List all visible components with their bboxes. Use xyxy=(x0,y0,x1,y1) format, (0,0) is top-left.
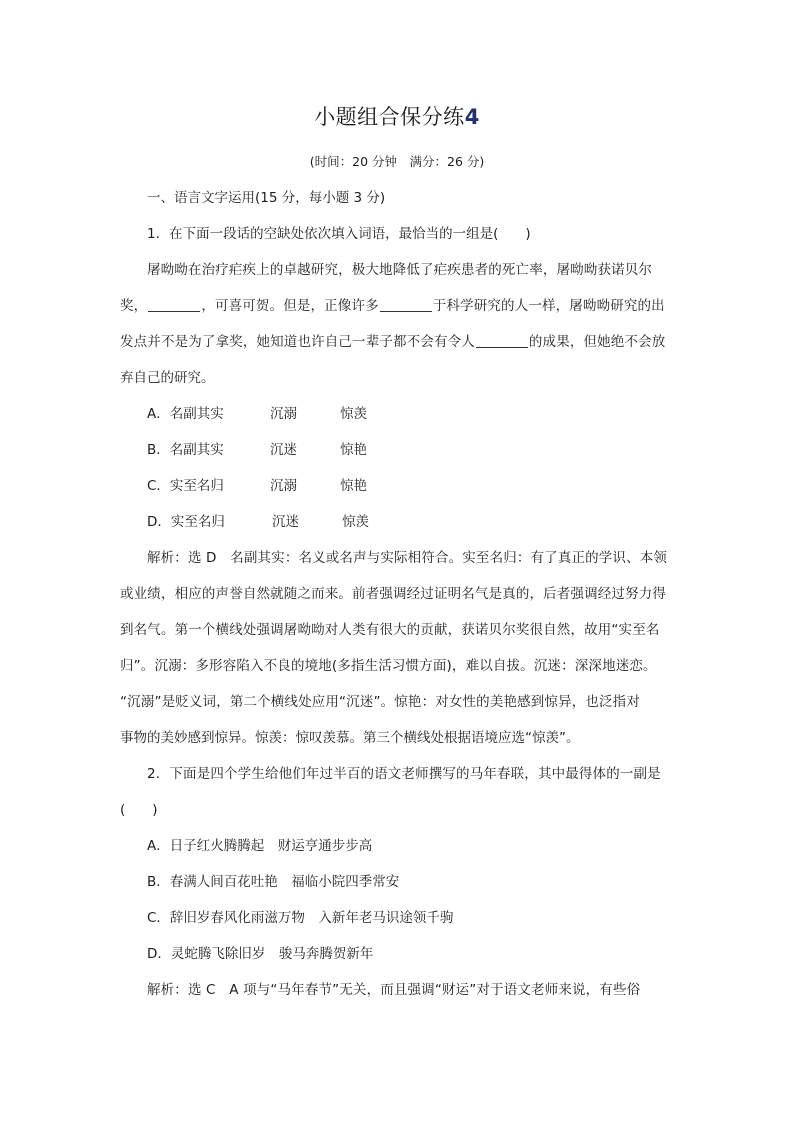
q1-option-c-label: C．实至名归 xyxy=(147,478,224,494)
q2-option-a: A．日子红火腾腾起 财运亨通步步高 xyxy=(147,838,373,854)
q1-analysis-line: 到名气。第一个横线处强调屠呦呦对人类有很大的贡献，获诺贝尔奖很自然，故用“实至名 xyxy=(120,622,660,638)
q1-option-b-word2: 沉迷 xyxy=(270,442,297,458)
q1-text: ，可喜可贺。但是，正像许多 xyxy=(201,298,379,314)
q1-analysis-line: 归”。沉溺：多形容陷入不良的境地(多指生活习惯方面)，难以自拔。沉迷：深深地迷恋。 xyxy=(120,658,657,674)
q2-option-b: B．春满人间百花吐艳 福临小院四季常安 xyxy=(147,874,400,890)
q2-option-c: C．辞旧岁春风化雨滋万物 入新年老马识途领千驹 xyxy=(147,910,454,926)
fill-blank-1 xyxy=(148,297,200,312)
q1-option-a-label: A．名副其实 xyxy=(147,406,224,422)
q1-analysis-line: “沉溺”是贬义词，第二个横线处应用“沉迷”。惊艳：对女性的美艳感到惊异，也泛指对 xyxy=(120,694,640,710)
q1-option-d-word2: 沉迷 xyxy=(272,514,299,530)
q1-analysis-line: 解析：选 D 名副其实：名义或名声与实际相符合。实至名归：有了真正的学识、本领 xyxy=(147,550,668,566)
q2-stem: 2．下面是四个学生给他们年过半百的语文老师撰写的马年春联，其中最得体的一副是 xyxy=(147,766,661,782)
q1-text: 奖， xyxy=(120,298,148,314)
title-number: 4 xyxy=(464,105,480,129)
q1-text: 于科学研究的人一样，屠呦呦研究的出 xyxy=(432,298,665,314)
q1-analysis-line: 或业绩，相应的声誉自然就随之而来。前者强调经过证明名气是真的，后者强调经过努力得 xyxy=(120,586,666,602)
q1-passage-line xyxy=(120,296,680,316)
q1-option-b-label: B．名副其实 xyxy=(147,442,224,458)
q1-passage-line xyxy=(120,332,680,352)
title-text: 小题组合保分练 xyxy=(314,105,465,129)
q1-option-d-word3: 惊羡 xyxy=(342,514,369,530)
fill-blank-3 xyxy=(476,333,528,348)
q1-option-a-word2: 沉溺 xyxy=(270,406,297,422)
q2-option-d: D．灵蛇腾飞除旧岁 骏马奔腾贺新年 xyxy=(147,946,374,962)
q1-text: 发点并不是为了拿奖，她知道也许自己一辈子都不会有令人 xyxy=(120,334,475,350)
q1-option-a-word3: 惊羡 xyxy=(340,406,367,422)
q1-stem: 1．在下面一段话的空缺处依次填入词语，最恰当的一组是( ) xyxy=(147,226,531,242)
fill-blank-2 xyxy=(380,297,432,312)
q1-option-c-word3: 惊艳 xyxy=(340,478,367,494)
page-title xyxy=(0,101,794,131)
exam-meta: (时间：20 分钟 满分：26 分) xyxy=(309,154,485,169)
q1-option-d-label: D．实至名归 xyxy=(147,514,225,530)
q2-stem-bracket: ( ) xyxy=(120,802,158,818)
q1-analysis-line: 事物的美妙感到惊异。惊羡：惊叹羡慕。第三个横线处根据语境应选“惊羡”。 xyxy=(120,730,580,746)
q1-passage-line: 屠呦呦在治疗疟疾上的卓越研究，极大地降低了疟疾患者的死亡率，屠呦呦获诺贝尔 xyxy=(147,262,653,278)
q1-text: 的成果，但她绝不会放 xyxy=(528,334,666,350)
q1-option-c-word2: 沉溺 xyxy=(270,478,297,494)
q2-analysis-line: 解析：选 C A 项与“马年春节”无关，而且强调“财运”对于语文老师来说，有些俗 xyxy=(147,982,641,998)
q1-option-b-word3: 惊艳 xyxy=(340,442,367,458)
q1-passage-line: 弃自己的研究。 xyxy=(120,370,215,386)
section-heading: 一、语言文字运用(15 分，每小题 3 分) xyxy=(147,190,386,206)
